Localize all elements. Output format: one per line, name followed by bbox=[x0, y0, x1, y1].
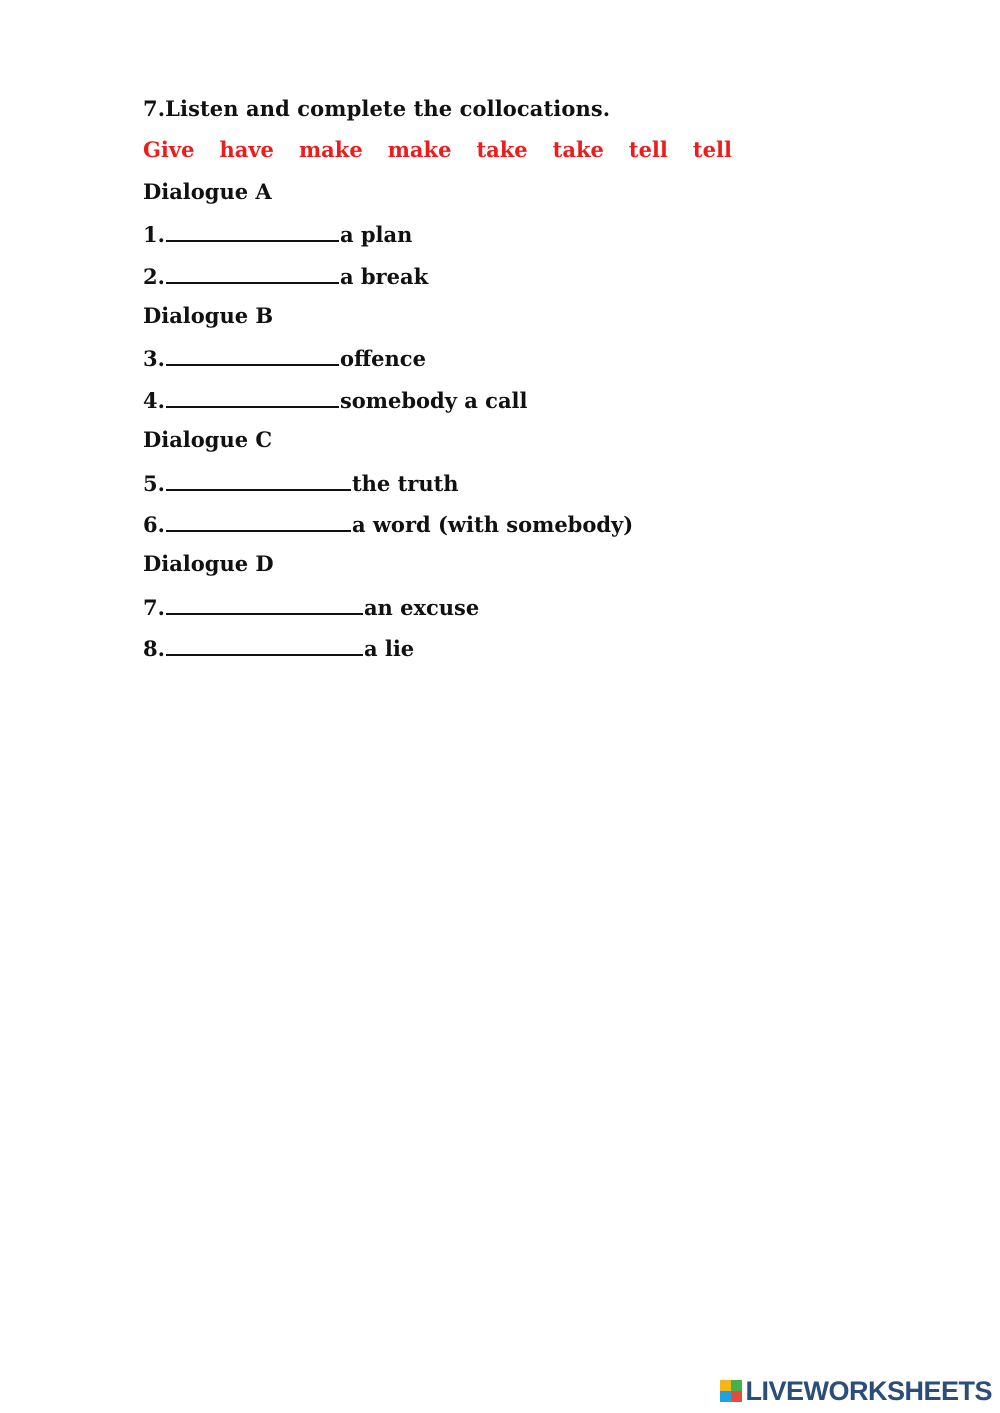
collocation-phrase: a break bbox=[339, 263, 429, 289]
collocation-phrase: offence bbox=[339, 346, 426, 372]
logo-text: LIVEWORKSHEETS bbox=[745, 1375, 992, 1406]
answer-blank-7[interactable] bbox=[166, 589, 363, 615]
word-bank-item: take bbox=[552, 137, 604, 163]
section-heading-dialogue-d: Dialogue D bbox=[143, 551, 274, 577]
question-number: 2. bbox=[143, 263, 165, 289]
question-number: 4. bbox=[143, 387, 165, 413]
collocation-phrase: a lie bbox=[363, 636, 415, 662]
answer-blank-5[interactable] bbox=[166, 465, 351, 491]
answer-blank-8[interactable] bbox=[166, 630, 363, 656]
question-number: 7. bbox=[143, 594, 165, 620]
question-number: 3. bbox=[143, 346, 165, 372]
answer-blank-6[interactable] bbox=[166, 506, 351, 532]
question-8 bbox=[143, 630, 903, 671]
collocation-phrase: a plan bbox=[339, 222, 413, 248]
worksheet bbox=[143, 92, 903, 671]
question-4 bbox=[143, 382, 903, 423]
answer-blank-3[interactable] bbox=[166, 340, 339, 366]
word-bank-item: make bbox=[298, 137, 363, 163]
answer-blank-4[interactable] bbox=[166, 382, 339, 408]
question-3 bbox=[143, 340, 903, 381]
collocation-phrase: somebody a call bbox=[339, 387, 528, 413]
question-1 bbox=[143, 216, 903, 257]
answer-blank-2[interactable] bbox=[166, 258, 339, 284]
collocation-phrase: the truth bbox=[351, 470, 459, 496]
question-6 bbox=[143, 506, 903, 547]
question-7 bbox=[143, 589, 903, 630]
word-bank-item: make bbox=[387, 137, 452, 163]
question-5 bbox=[143, 465, 903, 506]
question-number: 1. bbox=[143, 222, 165, 248]
word-bank-item: take bbox=[476, 137, 528, 163]
answer-blank-1[interactable] bbox=[166, 216, 339, 242]
question-number: 8. bbox=[143, 636, 165, 662]
liveworksheets-logo bbox=[720, 1377, 992, 1405]
section-heading-dialogue-a: Dialogue A bbox=[143, 178, 272, 204]
question-number: 6. bbox=[143, 511, 165, 537]
section-heading-dialogue-b: Dialogue B bbox=[143, 302, 274, 328]
question-number: 5. bbox=[143, 470, 165, 496]
word-bank-item: tell bbox=[692, 137, 732, 163]
collocation-phrase: an excuse bbox=[363, 594, 480, 620]
collocation-phrase: a word (with somebody) bbox=[351, 511, 634, 537]
exercise-title: 7.Listen and complete the collocations. bbox=[143, 96, 611, 121]
section-heading-dialogue-c: Dialogue C bbox=[143, 427, 273, 453]
word-bank-item: Give bbox=[143, 137, 195, 163]
word-bank-item: tell bbox=[628, 137, 668, 163]
question-2 bbox=[143, 258, 903, 299]
word-bank bbox=[143, 133, 903, 174]
liveworksheets-logo-icon bbox=[720, 1380, 742, 1402]
word-bank-item: have bbox=[219, 137, 274, 163]
